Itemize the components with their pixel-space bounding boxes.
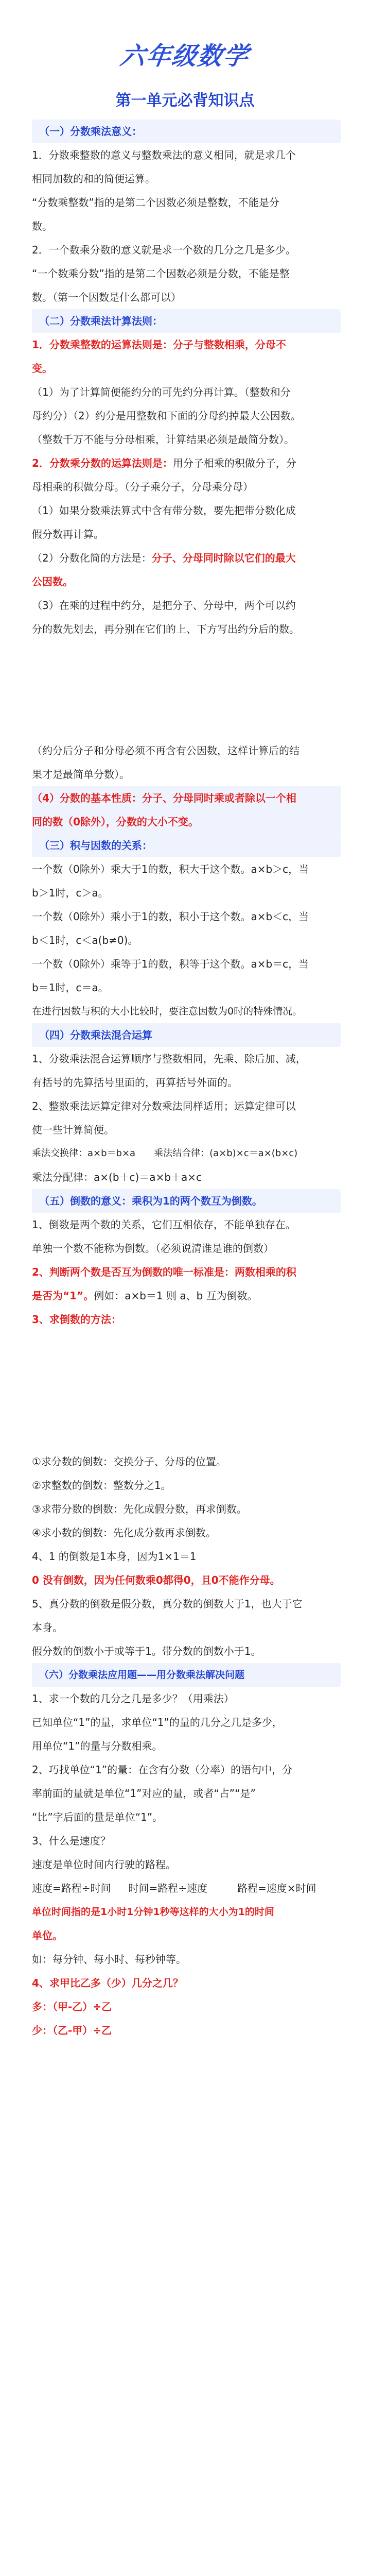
page-title: 第一单元必背知识点: [115, 92, 255, 110]
text-line: 5、真分数的倒数是假分数，真分数的倒数大于1，也大于它: [32, 1598, 303, 1610]
text-line: 数。: [32, 220, 52, 232]
text-line: b＝1时，c＝a。: [32, 981, 109, 994]
formula-distance: 路程=速度×时间: [237, 1882, 316, 1894]
rule-line: 0 没有倒数，因为任何数乘0都得0，且0不能作分母。: [32, 1574, 280, 1586]
text-line: 2．一个数乘分数的意义就是求一个数的几分之几是多少。: [32, 244, 296, 256]
text-line: 率前面的量就是单位“1”对应的量，或者“占”“是”: [32, 1787, 256, 1800]
subheading: 4、求甲比乙多（少）几分之几？: [32, 1977, 183, 1989]
example-text: 例如：a×b＝1 则 a、b 互为倒数。: [94, 1290, 258, 1302]
text-line: b＞1时，c＞a。: [32, 887, 109, 899]
formula-row: [32, 1876, 341, 1900]
text-line: 用单位“1”的量与分数相乘。: [32, 1740, 163, 1752]
law-line: 乘法交换律：a×b＝b×a 乘法结合律：(a×b)×c＝a×(b×c): [32, 1148, 298, 1159]
rule-text: 用分子相乘的积做分子，分: [172, 457, 296, 469]
section-heading: （一）分数乘法意义：: [32, 120, 341, 143]
section-heading: （二）分数乘法计算法则：: [32, 309, 341, 333]
text-line: 3、什么是速度？: [32, 1835, 111, 1847]
text-line: 假分数的倒数小于或等于1。带分数的倒数小于1。: [32, 1645, 261, 1657]
text-line: 2、巧找单位“1”的量：在含有分数（分率）的语句中，分: [32, 1764, 293, 1776]
formula-time: 时间=路程÷速度: [128, 1882, 208, 1894]
method-line: ③求带分数的倒数：先化成假分数，再求倒数。: [32, 1503, 247, 1515]
text-line: 1、求一个数的几分之几是多少？（用乘法）: [32, 1692, 234, 1705]
rule-text: 分子、分母同时除以它们的最大: [151, 552, 296, 564]
section-heading: （五）倒数的意义：乘积为1的两个数互为倒数。: [32, 1189, 341, 1213]
text-line: （约分后分子和分母必须不再含有公因数，这样计算后的结: [32, 744, 299, 757]
content: [32, 120, 341, 2145]
text-line: 分的数先划去，再分别在它们的上、下方写出约分后的数。: [32, 623, 299, 635]
rule-line: 1．分数乘整数的运算法则是：分子与整数相乘，分母不: [32, 338, 286, 351]
text-line: 假分数再计算。: [32, 528, 104, 540]
text-line: 如：每分钟、每小时、每秒钟等。: [32, 1953, 186, 1965]
rule-line: 2、判断两个数是否互为倒数的唯一标准是：两数相乘的积: [32, 1266, 296, 1278]
text-line: 一个数（0除外）乘大于1的数，积大于这个数。a×b＞c，当: [32, 863, 309, 875]
rule-label: 2．分数乘分数的运算法则是：: [32, 457, 173, 469]
text-line: 1、倒数是两个数的关系，它们互相依存，不能单独存在。: [32, 1218, 296, 1231]
text-line: 果才是最简单分数）。: [32, 768, 130, 781]
rule-line: 单位。: [32, 1929, 63, 1942]
text-line: 本身。: [32, 1621, 63, 1634]
law-line: 乘法分配律：a×(b＋c)＝a×b＋a×c: [32, 1171, 202, 1183]
text-line: 4、1 的倒数是1本身，因为1×1＝1: [32, 1550, 197, 1563]
formula-speed: 速度=路程÷时间: [32, 1882, 111, 1894]
formula-less: 少：（乙-甲）÷乙: [32, 2024, 112, 2037]
text-line: （3）在乘的过程中约分，是把分子、分母中，两个可以约: [32, 599, 296, 612]
rule-line: 同的数（0除外），分数的大小不变。: [32, 810, 341, 834]
text-line: 1．分数乘整数的意义与整数乘法的意义相同，就是求几个: [32, 149, 296, 161]
brand-title: 六年级数学: [118, 42, 251, 71]
spacer: [32, 1331, 341, 1450]
rule-text: 是否为“1”。: [32, 1290, 94, 1302]
text-line: （1）为了计算简便能约分的可先约分再计算。（整数和分: [32, 386, 291, 398]
rule-line: 变。: [32, 362, 52, 375]
text-line: 母相乘的积做分母。（分子乘分子，分母乘分母）: [32, 481, 253, 493]
rule-line: [32, 451, 341, 475]
text-line: 一个数（0除外）乘等于1的数，积等于这个数。a×b＝c，当: [32, 958, 309, 970]
text-line: 数。（第一个因数是什么都可以）: [32, 291, 181, 303]
text-line: 单独一个数不能称为倒数。（必须说清谁是谁的倒数）: [32, 1242, 274, 1255]
text-line: “分数乘整数”指的是第二个因数必须是整数，不能是分: [32, 196, 279, 209]
text-line: 2、整数乘法运算定律对分数乘法同样适用；运算定律可以: [32, 1100, 296, 1112]
text-label: （2）分数化简的方法是：: [32, 552, 152, 564]
formula-more: 多：（甲-乙）÷乙: [32, 2001, 112, 2013]
rule-line: 单位时间指的是1小时1分钟1秒等这样的大小为1的时间: [32, 1906, 274, 1918]
section-heading: （六）分数乘法应用题——用分数乘法解决问题: [32, 1663, 341, 1687]
subheading: 3、求倒数的方法：: [32, 1313, 121, 1326]
method-line: ②求整数的倒数：整数分之1。: [32, 1479, 171, 1492]
section-heading: （三）积与因数的关系：: [32, 834, 341, 857]
text-line: b＜1时，c＜a(b≠0)。: [32, 934, 138, 946]
text-line: 速度是单位时间内行驶的路程。: [32, 1858, 176, 1871]
method-line: ④求小数的倒数：先化成分数再求倒数。: [32, 1527, 216, 1539]
spacer: [32, 641, 341, 739]
text-line: （整数千万不能与分母相乘，计算结果必须是最简分数）。: [32, 433, 294, 446]
text-line: 1、分数乘法混合运算顺序与整数相同，先乘、除后加、减，: [32, 1053, 306, 1065]
text-line: 使一些计算简便。: [32, 1124, 114, 1136]
text-line: 已知单位“1”的量，求单位“1”的量的几分之几是多少，: [32, 1716, 283, 1728]
spacer: [32, 2042, 341, 2145]
rule-line: （4）分数的基本性质：分子、分母同时乘或者除以一个相: [32, 786, 341, 810]
text-line: 有括号的先算括号里面的，再算括号外面的。: [32, 1076, 238, 1089]
text-line: “比”字后面的量是单位“1”。: [32, 1811, 163, 1823]
text-line: “一个数乘分数”指的是第二个因数必须是分数，不能是整: [32, 267, 290, 280]
text-line: 一个数（0除外）乘小于1的数，积小于这个数。a×b＜c，当: [32, 910, 309, 923]
text-line: 母约分）（2）约分是用整数和下面的分母约掉最大公因数。: [32, 410, 301, 422]
section-heading: （四）分数乘法混合运算: [32, 1023, 341, 1047]
rule-line: 公因数。: [32, 575, 73, 588]
text-line: 在进行因数与积的大小比较时，要注意因数为0时的特殊情况。: [32, 1006, 303, 1017]
method-line: ①求分数的倒数：交换分子、分母的位置。: [32, 1455, 226, 1468]
text-line: （1）如果分数乘法算式中含有带分数，要先把带分数化成: [32, 504, 296, 517]
text-line: 相同加数的和的简便运算。: [32, 173, 155, 185]
